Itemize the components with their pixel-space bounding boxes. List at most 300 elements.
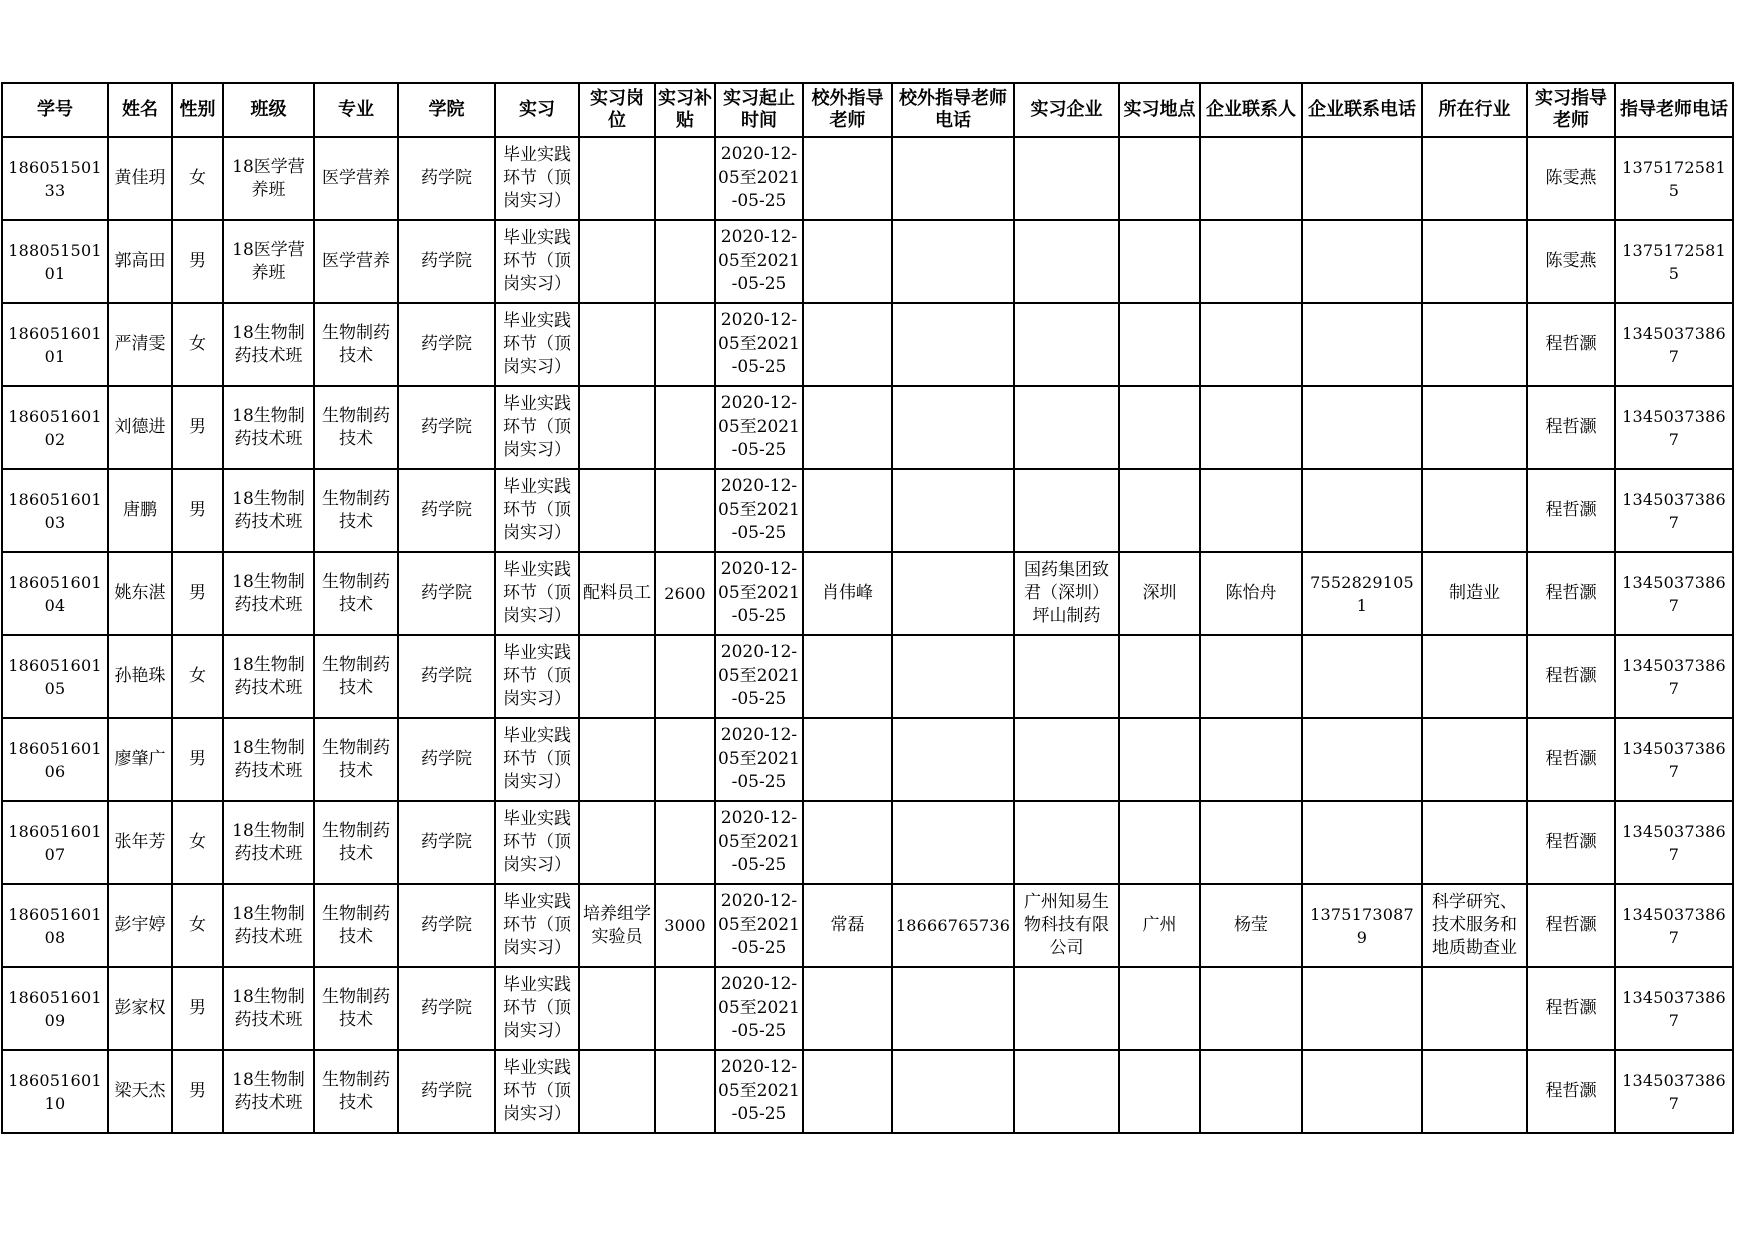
column-header: 企业联系人 (1200, 83, 1302, 137)
student-id-cell-text: 18605150133 (8, 157, 102, 200)
position-cell-text: 培养组学实验员 (583, 903, 651, 947)
name-cell-text: 张年芳 (114, 832, 166, 852)
gender-cell-text: 男 (189, 251, 206, 271)
name-cell-text: 彭家权 (114, 998, 166, 1018)
external-teacher-cell (803, 220, 892, 303)
gender-cell (172, 801, 223, 884)
college-cell (398, 303, 495, 386)
period-cell (715, 718, 803, 801)
name-cell-text: 廖肇广 (114, 749, 166, 769)
class-cell-text: 18生物制药技术班 (232, 488, 305, 532)
student-id-cell (2, 469, 108, 552)
college-cell-text: 药学院 (421, 666, 472, 686)
period-cell (715, 303, 803, 386)
company-cell (1014, 137, 1119, 220)
company-cell (1014, 635, 1119, 718)
teacher-cell-text: 程哲灏 (1545, 417, 1597, 437)
internship-type-cell-text: 毕业实践环节（顶岗实习） (503, 726, 571, 792)
gender-cell-text: 男 (189, 500, 206, 520)
external-teacher-phone-cell (892, 1050, 1014, 1133)
teacher-phone-cell (1615, 801, 1733, 884)
teacher-phone-cell-text: 13450373867 (1622, 821, 1726, 864)
student-id-cell-text: 18605160108 (8, 904, 102, 947)
table-row (2, 303, 1733, 386)
period-cell-text: 2020-12-05至2021-05-25 (718, 725, 800, 793)
teacher-phone-cell (1615, 884, 1733, 967)
position-cell (579, 1050, 655, 1133)
teacher-cell (1527, 801, 1615, 884)
subsidy-cell (655, 220, 715, 303)
position-cell (579, 635, 655, 718)
period-cell (715, 220, 803, 303)
contact-cell-text: 杨莹 (1234, 915, 1268, 935)
student-id-cell-text: 18605160110 (8, 1070, 102, 1113)
internship-type-cell (495, 967, 579, 1050)
internship-type-cell (495, 552, 579, 635)
contact-phone-cell (1302, 967, 1422, 1050)
teacher-phone-cell-text: 13450373867 (1622, 489, 1726, 532)
gender-cell-text: 男 (189, 998, 206, 1018)
location-cell (1119, 386, 1200, 469)
class-cell (223, 718, 314, 801)
teacher-cell-text: 陈雯燕 (1545, 168, 1597, 188)
college-cell (398, 884, 495, 967)
major-cell (314, 718, 398, 801)
table-row (2, 552, 1733, 635)
column-header: 指导老师电话 (1615, 83, 1733, 137)
class-cell (223, 303, 314, 386)
industry-cell-text: 科学研究、技术服务和地质勘查业 (1432, 892, 1517, 958)
period-cell-text: 2020-12-05至2021-05-25 (718, 808, 800, 876)
subsidy-cell (655, 1050, 715, 1133)
table-row (2, 801, 1733, 884)
external-teacher-cell (803, 137, 892, 220)
column-header: 学院 (398, 83, 495, 137)
industry-cell (1422, 635, 1527, 718)
student-id-cell (2, 220, 108, 303)
contact-phone-cell (1302, 137, 1422, 220)
position-cell (579, 552, 655, 635)
contact-phone-cell-text: 75528291051 (1310, 572, 1414, 615)
name-cell (108, 635, 172, 718)
subsidy-cell (655, 303, 715, 386)
table-row (2, 718, 1733, 801)
period-cell (715, 967, 803, 1050)
internship-type-cell-text: 毕业实践环节（顶岗实习） (503, 145, 571, 211)
teacher-phone-cell-text: 13450373867 (1622, 738, 1726, 781)
student-id-cell (2, 137, 108, 220)
column-header: 实习地点 (1119, 83, 1200, 137)
major-cell-text: 生物制药技术 (322, 405, 390, 449)
subsidy-cell (655, 386, 715, 469)
gender-cell (172, 386, 223, 469)
class-cell-text: 18生物制药技术班 (232, 1069, 305, 1113)
external-teacher-phone-cell (892, 967, 1014, 1050)
industry-cell-text: 制造业 (1449, 583, 1500, 603)
major-cell-text: 医学营养 (322, 251, 390, 271)
external-teacher-phone-cell (892, 303, 1014, 386)
student-id-cell (2, 303, 108, 386)
teacher-phone-cell (1615, 220, 1733, 303)
period-cell (715, 469, 803, 552)
position-cell (579, 884, 655, 967)
college-cell (398, 386, 495, 469)
major-cell (314, 220, 398, 303)
company-cell (1014, 220, 1119, 303)
teacher-cell-text: 程哲灏 (1545, 749, 1597, 769)
subsidy-cell (655, 967, 715, 1050)
table-row (2, 220, 1733, 303)
internship-type-cell (495, 718, 579, 801)
column-header: 校外指导老师 (803, 83, 892, 137)
company-cell (1014, 1050, 1119, 1133)
gender-cell (172, 884, 223, 967)
college-cell (398, 635, 495, 718)
class-cell-text: 18生物制药技术班 (232, 571, 305, 615)
industry-cell (1422, 801, 1527, 884)
contact-cell (1200, 1050, 1302, 1133)
column-header: 实习指导老师 (1527, 83, 1615, 137)
major-cell (314, 967, 398, 1050)
name-cell (108, 1050, 172, 1133)
student-id-cell-text: 18805150101 (8, 240, 102, 283)
name-cell (108, 137, 172, 220)
column-header: 实习岗位 (579, 83, 655, 137)
teacher-cell-text: 程哲灏 (1545, 832, 1597, 852)
name-cell-text: 孙艳珠 (114, 666, 166, 686)
period-cell (715, 386, 803, 469)
gender-cell (172, 1050, 223, 1133)
period-cell (715, 137, 803, 220)
gender-cell-text: 女 (189, 666, 206, 686)
internship-type-cell (495, 220, 579, 303)
location-cell (1119, 884, 1200, 967)
subsidy-cell-text: 3000 (664, 916, 706, 935)
class-cell (223, 1050, 314, 1133)
column-header: 专业 (314, 83, 398, 137)
name-cell-text: 姚东湛 (114, 583, 166, 603)
company-cell (1014, 801, 1119, 884)
teacher-cell-text: 程哲灏 (1545, 583, 1597, 603)
period-cell-text: 2020-12-05至2021-05-25 (718, 227, 800, 295)
name-cell (108, 386, 172, 469)
column-header: 实习补贴 (655, 83, 715, 137)
period-cell-text: 2020-12-05至2021-05-25 (718, 144, 800, 212)
column-header: 班级 (223, 83, 314, 137)
class-cell (223, 884, 314, 967)
student-id-cell-text: 18605160101 (8, 323, 102, 366)
gender-cell-text: 女 (189, 832, 206, 852)
company-cell (1014, 386, 1119, 469)
major-cell (314, 635, 398, 718)
class-cell (223, 220, 314, 303)
class-cell (223, 137, 314, 220)
industry-cell (1422, 552, 1527, 635)
contact-cell (1200, 303, 1302, 386)
period-cell-text: 2020-12-05至2021-05-25 (718, 393, 800, 461)
name-cell-text: 刘德进 (114, 417, 166, 437)
contact-cell (1200, 220, 1302, 303)
college-cell-text: 药学院 (421, 915, 472, 935)
gender-cell-text: 男 (189, 417, 206, 437)
teacher-cell (1527, 220, 1615, 303)
student-id-cell (2, 552, 108, 635)
contact-cell-text: 陈怡舟 (1225, 583, 1277, 603)
college-cell-text: 药学院 (421, 500, 472, 520)
contact-cell (1200, 967, 1302, 1050)
contact-phone-cell (1302, 386, 1422, 469)
location-cell-text: 广州 (1142, 915, 1177, 935)
contact-phone-cell (1302, 1050, 1422, 1133)
industry-cell (1422, 967, 1527, 1050)
subsidy-cell (655, 801, 715, 884)
teacher-phone-cell-text: 13450373867 (1622, 1070, 1726, 1113)
class-cell-text: 18医学营养班 (232, 156, 305, 200)
contact-cell (1200, 635, 1302, 718)
period-cell-text: 2020-12-05至2021-05-25 (718, 476, 800, 544)
student-id-cell-text: 18605160107 (8, 821, 102, 864)
internship-type-cell-text: 毕业实践环节（顶岗实习） (503, 311, 571, 377)
class-cell-text: 18医学营养班 (232, 239, 305, 283)
teacher-cell (1527, 552, 1615, 635)
name-cell-text: 郭高田 (114, 251, 166, 271)
college-cell-text: 药学院 (421, 832, 472, 852)
gender-cell-text: 男 (189, 1081, 206, 1101)
internship-type-cell-text: 毕业实践环节（顶岗实习） (503, 560, 571, 626)
external-teacher-phone-cell (892, 220, 1014, 303)
industry-cell (1422, 386, 1527, 469)
class-cell-text: 18生物制药技术班 (232, 405, 305, 449)
period-cell (715, 1050, 803, 1133)
gender-cell (172, 635, 223, 718)
external-teacher-cell (803, 303, 892, 386)
teacher-cell (1527, 1050, 1615, 1133)
industry-cell (1422, 137, 1527, 220)
name-cell-text: 彭宇婷 (114, 915, 166, 935)
period-cell (715, 635, 803, 718)
table-row (2, 967, 1733, 1050)
table-row (2, 884, 1733, 967)
student-id-cell (2, 635, 108, 718)
major-cell-text: 生物制药技术 (322, 820, 390, 864)
major-cell (314, 386, 398, 469)
location-cell-text: 深圳 (1142, 583, 1177, 603)
internship-type-cell (495, 469, 579, 552)
gender-cell-text: 女 (189, 334, 206, 354)
company-cell-text: 广州知易生物科技有限公司 (1024, 892, 1109, 958)
external-teacher-cell (803, 635, 892, 718)
teacher-cell-text: 程哲灏 (1545, 915, 1597, 935)
teacher-phone-cell (1615, 1050, 1733, 1133)
class-cell (223, 967, 314, 1050)
external-teacher-phone-cell (892, 635, 1014, 718)
internship-type-cell (495, 137, 579, 220)
external-teacher-cell (803, 801, 892, 884)
column-header: 实习起止时间 (715, 83, 803, 137)
company-cell (1014, 718, 1119, 801)
major-cell-text: 生物制药技术 (322, 903, 390, 947)
location-cell (1119, 1050, 1200, 1133)
teacher-phone-cell-text: 13450373867 (1622, 904, 1726, 947)
external-teacher-phone-cell (892, 137, 1014, 220)
student-id-cell (2, 967, 108, 1050)
position-cell (579, 386, 655, 469)
student-id-cell-text: 18605160102 (8, 406, 102, 449)
external-teacher-phone-cell (892, 801, 1014, 884)
college-cell-text: 药学院 (421, 1081, 472, 1101)
column-header: 姓名 (108, 83, 172, 137)
teacher-phone-cell-text: 13751725815 (1622, 240, 1726, 283)
major-cell (314, 801, 398, 884)
period-cell (715, 884, 803, 967)
college-cell (398, 801, 495, 884)
college-cell (398, 967, 495, 1050)
college-cell-text: 药学院 (421, 334, 472, 354)
student-id-cell-text: 18605160106 (8, 738, 102, 781)
internship-type-cell (495, 635, 579, 718)
college-cell (398, 1050, 495, 1133)
gender-cell (172, 718, 223, 801)
teacher-cell-text: 程哲灏 (1545, 500, 1597, 520)
college-cell (398, 220, 495, 303)
contact-cell (1200, 137, 1302, 220)
class-cell-text: 18生物制药技术班 (232, 737, 305, 781)
college-cell-text: 药学院 (421, 749, 472, 769)
teacher-cell-text: 程哲灏 (1545, 998, 1597, 1018)
industry-cell (1422, 469, 1527, 552)
name-cell-text: 梁天杰 (114, 1081, 166, 1101)
student-id-cell (2, 801, 108, 884)
gender-cell (172, 303, 223, 386)
external-teacher-phone-cell (892, 469, 1014, 552)
internship-type-cell-text: 毕业实践环节（顶岗实习） (503, 228, 571, 294)
teacher-cell-text: 陈雯燕 (1545, 251, 1597, 271)
external-teacher-cell (803, 1050, 892, 1133)
column-header: 实习 (495, 83, 579, 137)
student-id-cell-text: 18605160109 (8, 987, 102, 1030)
subsidy-cell (655, 552, 715, 635)
subsidy-cell-text: 2600 (664, 584, 706, 603)
internship-type-cell-text: 毕业实践环节（顶岗实习） (503, 809, 571, 875)
teacher-phone-cell (1615, 967, 1733, 1050)
teacher-phone-cell-text: 13751725815 (1622, 157, 1726, 200)
location-cell (1119, 967, 1200, 1050)
period-cell-text: 2020-12-05至2021-05-25 (718, 642, 800, 710)
major-cell-text: 生物制药技术 (322, 571, 390, 615)
position-cell (579, 469, 655, 552)
position-cell (579, 137, 655, 220)
internship-type-cell (495, 386, 579, 469)
class-cell (223, 469, 314, 552)
teacher-cell (1527, 718, 1615, 801)
external-teacher-phone-cell-text: 18666765736 (895, 916, 1011, 935)
industry-cell (1422, 1050, 1527, 1133)
major-cell-text: 生物制药技术 (322, 986, 390, 1030)
external-teacher-cell (803, 386, 892, 469)
internship-type-cell-text: 毕业实践环节（顶岗实习） (503, 892, 571, 958)
header-row (2, 83, 1733, 137)
internship-type-cell (495, 884, 579, 967)
teacher-cell-text: 程哲灏 (1545, 1081, 1597, 1101)
name-cell-text: 唐鹏 (123, 500, 157, 520)
major-cell (314, 303, 398, 386)
major-cell (314, 137, 398, 220)
teacher-phone-cell-text: 13450373867 (1622, 406, 1726, 449)
teacher-cell-text: 程哲灏 (1545, 666, 1597, 686)
company-cell (1014, 884, 1119, 967)
contact-phone-cell (1302, 884, 1422, 967)
location-cell (1119, 635, 1200, 718)
subsidy-cell (655, 718, 715, 801)
contact-cell (1200, 469, 1302, 552)
teacher-cell (1527, 386, 1615, 469)
class-cell-text: 18生物制药技术班 (232, 820, 305, 864)
location-cell (1119, 718, 1200, 801)
position-cell (579, 303, 655, 386)
column-header: 学号 (2, 83, 108, 137)
internship-type-cell-text: 毕业实践环节（顶岗实习） (503, 1058, 571, 1124)
class-cell-text: 18生物制药技术班 (232, 986, 305, 1030)
internship-type-cell-text: 毕业实践环节（顶岗实习） (503, 477, 571, 543)
student-id-cell (2, 718, 108, 801)
name-cell (108, 220, 172, 303)
location-cell (1119, 137, 1200, 220)
teacher-phone-cell (1615, 718, 1733, 801)
name-cell-text: 严清雯 (114, 334, 166, 354)
period-cell-text: 2020-12-05至2021-05-25 (718, 310, 800, 378)
teacher-phone-cell-text: 13450373867 (1622, 655, 1726, 698)
teacher-cell (1527, 884, 1615, 967)
industry-cell (1422, 718, 1527, 801)
teacher-cell (1527, 469, 1615, 552)
company-cell (1014, 552, 1119, 635)
contact-phone-cell (1302, 469, 1422, 552)
internship-type-cell (495, 303, 579, 386)
name-cell (108, 552, 172, 635)
company-cell-text: 国药集团致君（深圳）坪山制药 (1024, 560, 1109, 626)
position-cell-text: 配料员工 (583, 583, 651, 603)
column-header: 实习企业 (1014, 83, 1119, 137)
location-cell (1119, 552, 1200, 635)
major-cell-text: 医学营养 (322, 168, 390, 188)
external-teacher-cell (803, 967, 892, 1050)
college-cell (398, 469, 495, 552)
position-cell (579, 967, 655, 1050)
name-cell (108, 967, 172, 1050)
class-cell-text: 18生物制药技术班 (232, 654, 305, 698)
teacher-phone-cell-text: 13450373867 (1622, 323, 1726, 366)
name-cell (108, 884, 172, 967)
class-cell-text: 18生物制药技术班 (232, 322, 305, 366)
major-cell-text: 生物制药技术 (322, 1069, 390, 1113)
company-cell (1014, 469, 1119, 552)
name-cell (108, 303, 172, 386)
contact-phone-cell (1302, 303, 1422, 386)
external-teacher-phone-cell (892, 884, 1014, 967)
student-id-cell-text: 18605160103 (8, 489, 102, 532)
college-cell-text: 药学院 (421, 583, 472, 603)
period-cell (715, 552, 803, 635)
industry-cell (1422, 303, 1527, 386)
industry-cell (1422, 220, 1527, 303)
gender-cell (172, 220, 223, 303)
period-cell (715, 801, 803, 884)
contact-phone-cell (1302, 635, 1422, 718)
subsidy-cell (655, 635, 715, 718)
teacher-phone-cell (1615, 386, 1733, 469)
internship-type-cell-text: 毕业实践环节（顶岗实习） (503, 643, 571, 709)
period-cell-text: 2020-12-05至2021-05-25 (718, 559, 800, 627)
